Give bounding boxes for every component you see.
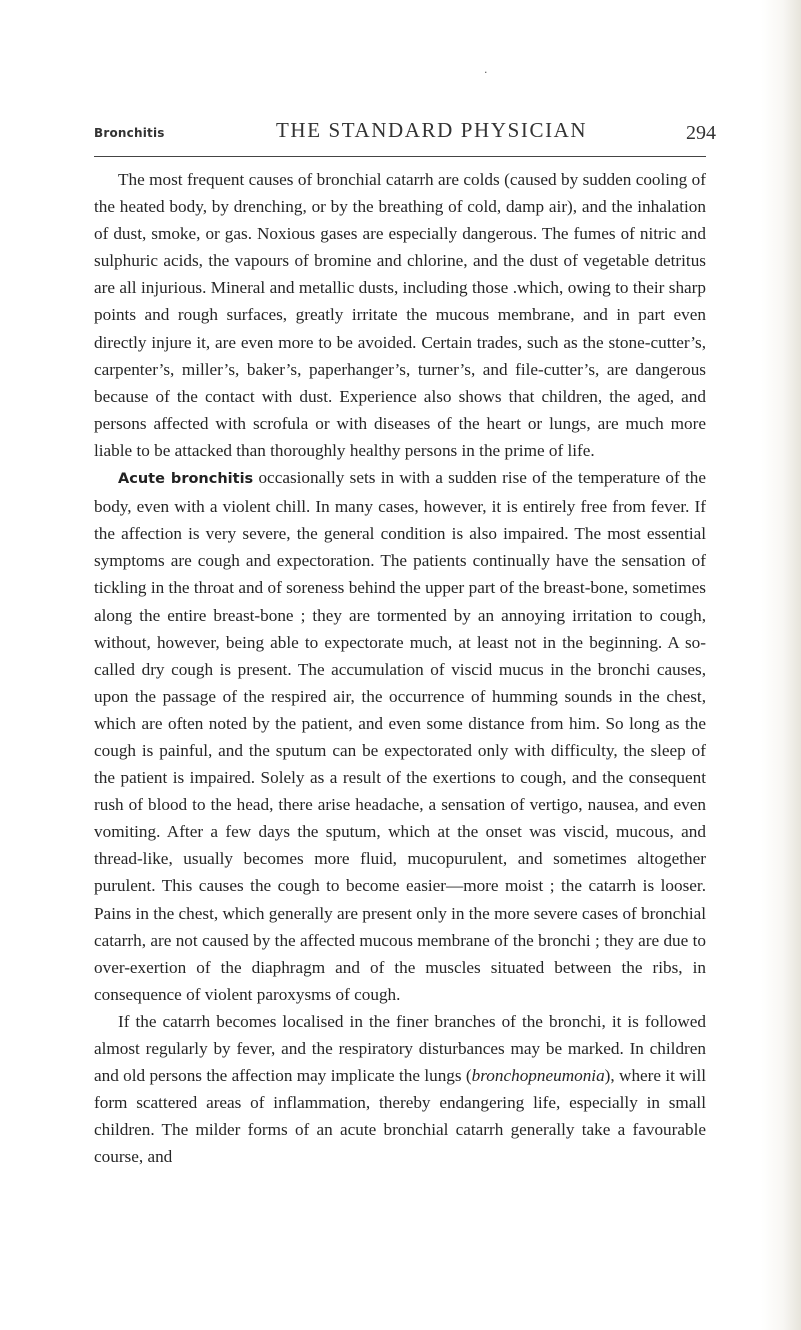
page-mark: · (484, 66, 488, 79)
header-rule (94, 156, 706, 157)
paragraph-acute-bronchitis-text: occasionally sets in with a sudden rise of the temperature of the body, even with a violent chill. In many cases, however, it is entirely free from fever. If the affection is very severe, the general condition is also impaired. The most essential symptoms are cough and expectoration. The patients continually have the sensation of tickling in the throat and of soreness behind the upper part of the breast-bone, sometimes along the entire breast-bone ; they are tormented by an annoying irritation to cough, without, however, being able to expectorate much, at least not in the beginning. A so-called dry cough is present. The accumulation of viscid mucus in the bronchi causes, upon the passage of the respired air, the occurrence of humming sounds in the chest, which are often noted by the patient, and even some distance from him. So long as the cough is painful, and the sputum can be expectorated only with difficulty, the sleep of the patient is impaired. Solely as a result of the exertions to cough, and the consequent rush of blood to the head, there arise headache, a sensation of vertigo, nausea, and even vomiting. After a few days the sputum, which at the onset was viscid, mucous, and thread-like, usually becomes more fluid, mucopurulent, and sometimes altogether purulent. This causes the cough to become easier—more moist ; the catarrh is looser. Pains in the chest, which generally are present only in the more severe cases of bronchial catarrh, are not caused by the affected mucous membrane of the bronchi ; they are due to over-exertion of the diaphragm and of the muscles situated between the ribs, in consequence of violent paroxysms of cough. (94, 468, 706, 1004)
page-edge-shadow (761, 0, 801, 1330)
body-text (94, 166, 706, 1170)
paragraph-localised-text-a: If the catarrh becomes localised in the finer branches of the bronchi, it is followed almost regularly by fever, and the respiratory disturbances may be marked. In children and old persons the affection may implicate the lungs ( (94, 1011, 706, 1086)
paragraph-acute-bronchitis (94, 464, 706, 1008)
running-title: THE STANDARD PHYSICIAN (276, 118, 588, 142)
paragraph-localised-text-b: ), where it will form scattered areas of inflammation, thereby endangering life, especially in small children. The milder forms of an acute bronchial catarrh generally take a favourable course, and (94, 1066, 706, 1167)
paragraph-causes-text: The most frequent causes of bronchial catarrh are colds (caused by sudden cooling of the heated body, by drenching, or by the breathing of cold, damp air), and the inhalation of dust, smoke, or gas. Noxious gases are especially dangerous. The fumes of nitric and sulphuric acids, the vapours of bromine and chlorine, and the dust of vegetable detritus are all injurious. Mineral and metallic dusts, including those .which, owing to their sharp points and rough surfaces, greatly irritate the mucous membrane, and in part even directly injure it, are even more to be avoided. Certain trades, such as the stone-cutter’s, carpenter’s, miller’s, baker’s, paperhanger’s, turner’s, and file-cutter’s, are dangerous because of the contact with dust. Experience also shows that children, the aged, and persons affected with scrofula or with diseases of the heart or lungs, are much more liable to be attacked than thoroughly healthy persons in the prime of life. (94, 170, 706, 460)
italic-term: bronchopneumonia (471, 1066, 605, 1086)
run-in-heading: Acute bronchitis (118, 471, 254, 488)
section-label: Bronchitis (94, 126, 165, 140)
page-number: 294 (686, 122, 716, 144)
paragraph-causes (94, 166, 706, 464)
paragraph-localised-catarrh (94, 1008, 706, 1171)
